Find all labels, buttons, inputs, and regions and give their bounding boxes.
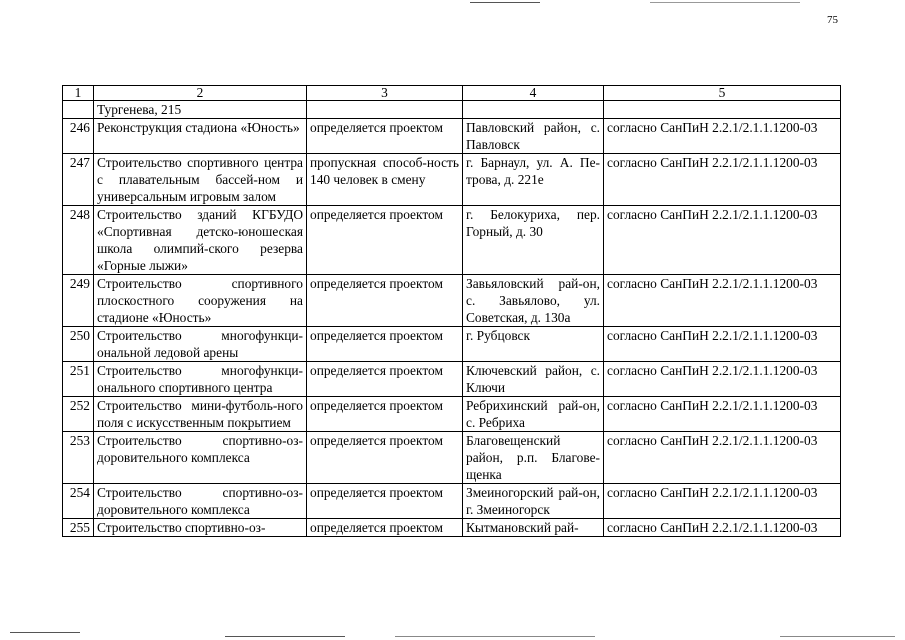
- object-norm: согласно СанПиН 2.2.1/2.1.1.1200-03: [604, 362, 841, 397]
- object-location: Змеиногорский рай-он, г. Змеиногорск: [463, 484, 604, 519]
- row-number: 246: [63, 119, 94, 154]
- object-location: Кытмановский рай-: [463, 519, 604, 537]
- object-norm: согласно СанПиН 2.2.1/2.1.1.1200-03: [604, 484, 841, 519]
- object-name: Строительство многофункци-ональной ледовой арены: [94, 327, 307, 362]
- object-norm: согласно СанПиН 2.2.1/2.1.1.1200-03: [604, 397, 841, 432]
- object-norm: [604, 101, 841, 119]
- column-header-2: 2: [94, 86, 307, 101]
- object-location: г. Барнаул, ул. А. Пе-трова, д. 221е: [463, 154, 604, 206]
- object-capacity: определяется проектом: [307, 206, 463, 275]
- object-norm: согласно СанПиН 2.2.1/2.1.1.1200-03: [604, 119, 841, 154]
- row-number: [63, 101, 94, 119]
- object-location: г. Рубцовск: [463, 327, 604, 362]
- object-capacity: определяется проектом: [307, 397, 463, 432]
- table-row: [63, 119, 841, 154]
- object-location: Ребрихинский рай-он, с. Ребриха: [463, 397, 604, 432]
- table-row: [63, 154, 841, 206]
- column-header-3: 3: [307, 86, 463, 101]
- page-number: 75: [827, 14, 838, 26]
- object-location: Благовещенский район, р.п. Благове-щенка: [463, 432, 604, 484]
- object-name: Тургенева, 215: [94, 101, 307, 119]
- row-number: 253: [63, 432, 94, 484]
- object-name: Строительство зданий КГБУДО «Спортивная детско-юношеская школа олимпий-ского резерва «Горные лыжи»: [94, 206, 307, 275]
- row-number: 255: [63, 519, 94, 537]
- object-norm: согласно СанПиН 2.2.1/2.1.1.1200-03: [604, 154, 841, 206]
- object-capacity: определяется проектом: [307, 432, 463, 484]
- table-row: [63, 397, 841, 432]
- row-number: 251: [63, 362, 94, 397]
- object-location: г. Белокуриха, пер. Горный, д. 30: [463, 206, 604, 275]
- object-name: Строительство мини-футболь-ного поля с искусственным покрытием: [94, 397, 307, 432]
- row-number: 248: [63, 206, 94, 275]
- table-header-row: [63, 86, 841, 101]
- column-header-4: 4: [463, 86, 604, 101]
- table-row: [63, 432, 841, 484]
- row-number: 250: [63, 327, 94, 362]
- row-number: 247: [63, 154, 94, 206]
- object-name: Реконструкция стадиона «Юность»: [94, 119, 307, 154]
- table-row: [63, 327, 841, 362]
- scan-artifact-bottom-left: [10, 632, 80, 633]
- object-location: [463, 101, 604, 119]
- table-row: [63, 101, 841, 119]
- object-location: Ключевский район, с. Ключи: [463, 362, 604, 397]
- object-capacity: определяется проектом: [307, 519, 463, 537]
- scan-artifact-bottom-mid2: [395, 636, 595, 637]
- object-norm: согласно СанПиН 2.2.1/2.1.1.1200-03: [604, 275, 841, 327]
- scan-artifact-top-right: [650, 2, 800, 3]
- row-number: 254: [63, 484, 94, 519]
- object-location: Завьяловский рай-он, с. Завьялово, ул. Советская, д. 130а: [463, 275, 604, 327]
- table-row: [63, 275, 841, 327]
- column-header-1: 1: [63, 86, 94, 101]
- object-capacity: определяется проектом: [307, 362, 463, 397]
- table-row: [63, 206, 841, 275]
- scan-artifact-bottom-mid: [225, 636, 345, 637]
- object-name: Строительство многофункци-онального спортивного центра: [94, 362, 307, 397]
- scan-artifact-bottom-right: [780, 636, 895, 637]
- object-name: Строительство спортивного центра с плавательным бассей-ном и универсальным игровым залом: [94, 154, 307, 206]
- table-row: [63, 519, 841, 537]
- table-row: [63, 484, 841, 519]
- object-name: Строительство спортивно-оз-доровительного комплекса: [94, 432, 307, 484]
- object-norm: согласно СанПиН 2.2.1/2.1.1.1200-03: [604, 327, 841, 362]
- object-capacity: пропускная способ-ность 140 человек в смену: [307, 154, 463, 206]
- object-capacity: определяется проектом: [307, 327, 463, 362]
- object-name: Строительство спортивно-оз-: [94, 519, 307, 537]
- object-capacity: определяется проектом: [307, 484, 463, 519]
- object-name: Строительство спортивного плоскостного сооружения на стадионе «Юность»: [94, 275, 307, 327]
- scan-artifact-top-left: [470, 2, 540, 3]
- column-header-5: 5: [604, 86, 841, 101]
- object-name: Строительство спортивно-оз-доровительного комплекса: [94, 484, 307, 519]
- object-norm: согласно СанПиН 2.2.1/2.1.1.1200-03: [604, 206, 841, 275]
- table-row: [63, 362, 841, 397]
- objects-table: [62, 85, 841, 537]
- object-location: Павловский район, с. Павловск: [463, 119, 604, 154]
- object-capacity: [307, 101, 463, 119]
- object-capacity: определяется проектом: [307, 119, 463, 154]
- row-number: 252: [63, 397, 94, 432]
- row-number: 249: [63, 275, 94, 327]
- object-capacity: определяется проектом: [307, 275, 463, 327]
- object-norm: согласно СанПиН 2.2.1/2.1.1.1200-03: [604, 519, 841, 537]
- object-norm: согласно СанПиН 2.2.1/2.1.1.1200-03: [604, 432, 841, 484]
